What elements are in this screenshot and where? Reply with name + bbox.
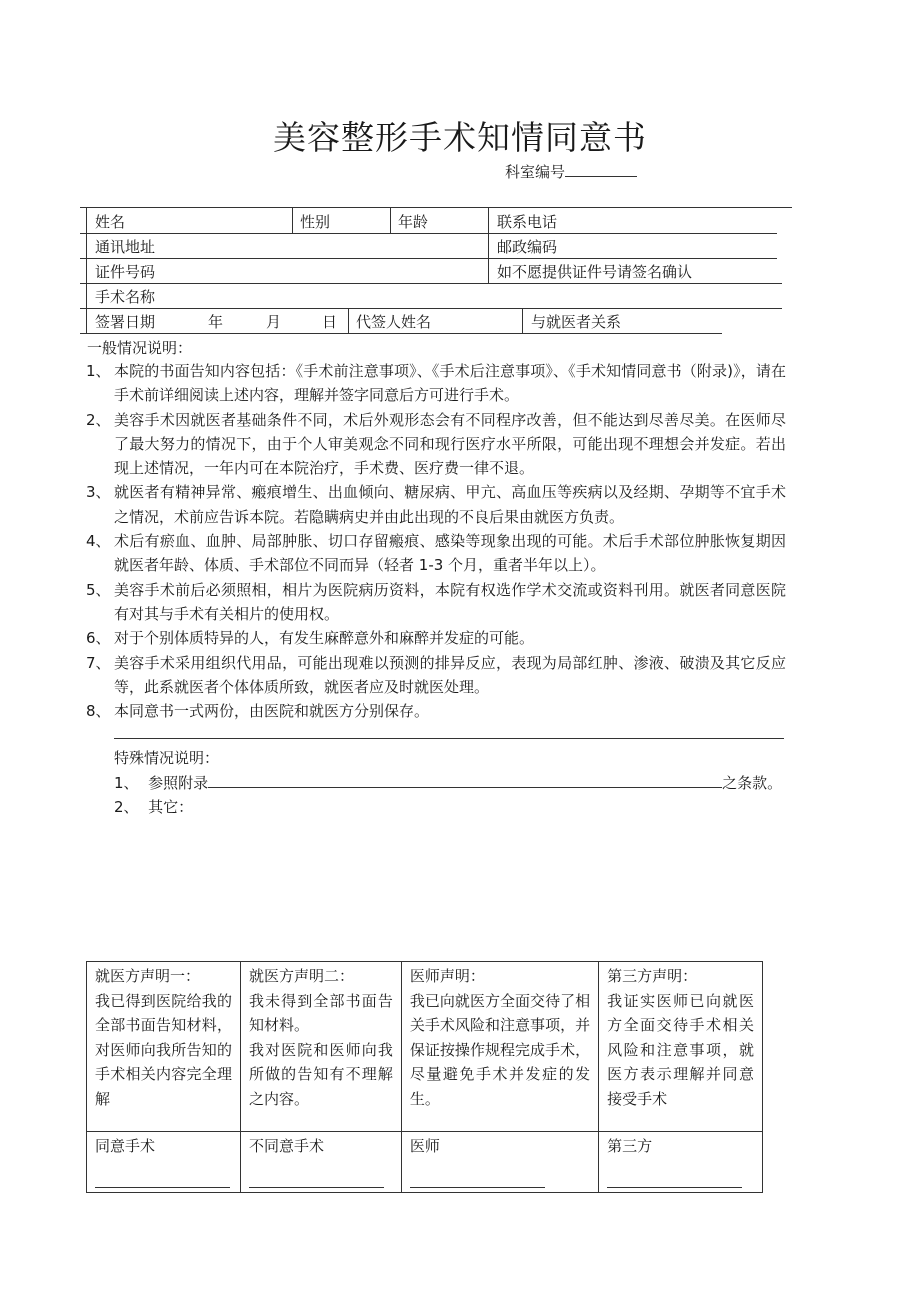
list-item: 6、 对于个别体质特异的人，有发生麻醉意外和麻醉并发症的可能。 bbox=[86, 629, 535, 648]
sign-date-label: 签署日期 bbox=[95, 313, 156, 331]
special-item-1-prefix: 参照附录 bbox=[148, 774, 209, 792]
declaration-heading: 就医方声明二： bbox=[248, 967, 354, 985]
dept-number-label: 科室编号 bbox=[505, 163, 566, 181]
name-label: 姓名 bbox=[95, 213, 126, 231]
special-heading: 特殊情况说明： bbox=[114, 749, 220, 767]
signature-cell-agree[interactable] bbox=[87, 1132, 241, 1193]
signature-cell-third-party[interactable] bbox=[599, 1132, 763, 1193]
declaration-heading: 医师声明： bbox=[409, 967, 485, 985]
gender-label: 性别 bbox=[300, 213, 331, 231]
signature-line[interactable] bbox=[410, 1187, 545, 1188]
signature-line[interactable] bbox=[249, 1187, 384, 1188]
dept-number-line bbox=[565, 162, 637, 177]
day-label: 日 bbox=[322, 313, 338, 331]
signature-label: 不同意手术 bbox=[248, 1137, 324, 1155]
address-label: 通讯地址 bbox=[95, 238, 156, 256]
postcode-label: 邮政编码 bbox=[497, 238, 558, 256]
special-item-2-text: 其它： bbox=[148, 798, 194, 816]
list-item: 1、 本院的书面告知内容包括：《手术前注意事项》、《手术后注意事项》、《手术知情同意书（附录)》，请在手术前详细阅读上述内容，理解并签字同意后方可进行手术。 bbox=[86, 362, 786, 405]
declaration-heading: 第三方声明： bbox=[607, 967, 698, 985]
special-item-2-num: 2、 bbox=[114, 798, 139, 816]
declaration-cell-patient-1 bbox=[87, 962, 241, 1132]
surgery-name-label: 手术名称 bbox=[95, 288, 156, 306]
list-item: 3、 就医者有精神异常、瘢痕增生、出血倾向、糖尿病、甲亢、高血压等疾病以及经期、孕期等不宜手术之情况，术前应告诉本院。若隐瞒病史并由此出现的不良后果由就医方负责。 bbox=[86, 483, 786, 526]
special-item-2 bbox=[114, 796, 193, 817]
signature-line[interactable] bbox=[607, 1187, 742, 1188]
list-item: 7、 美容手术采用组织代用品，可能出现难以预测的排异反应，表现为局部红肿、渗液、破溃及其它反应等，此系就医者个体体质所致，就医者应及时就医处理。 bbox=[86, 653, 786, 696]
declaration-body: 我未得到全部书面告知材料。 我对医院和医师向我所做的告知有不理解之内容。 bbox=[248, 991, 393, 1108]
dept-number-field[interactable] bbox=[505, 161, 637, 182]
declaration-cell-patient-2 bbox=[240, 962, 401, 1132]
signature-line[interactable] bbox=[95, 1187, 230, 1188]
proxy-name-label: 代签人姓名 bbox=[356, 313, 432, 331]
year-label: 年 bbox=[208, 313, 224, 331]
list-item: 2、 美容手术因就医者基础条件不同，术后外观形态会有不同程序改善，但不能达到尽善尽美。在医师尽了最大努力的情况下，由于个人审美观念不同和现行医疗水平所限，可能出现不理想会并发症。若出现上述情况，一年内可在本院治疗，手术费、医疗费一律不退。 bbox=[86, 410, 786, 478]
list-item: 8、 本同意书一式两份，由医院和就医方分别保存。 bbox=[86, 702, 430, 721]
general-intro-heading: 一般情况说明： bbox=[87, 339, 193, 357]
general-items-list bbox=[86, 359, 786, 723]
declaration-table bbox=[86, 961, 763, 1193]
section-divider bbox=[114, 738, 784, 739]
declaration-cell-doctor bbox=[401, 962, 598, 1132]
special-item-1-suffix: 之条款。 bbox=[722, 774, 783, 792]
document-title: 美容整形手术知情同意书 bbox=[273, 118, 647, 157]
signature-label: 第三方 bbox=[607, 1137, 653, 1155]
special-item-1[interactable] bbox=[114, 772, 782, 793]
declaration-body: 我已得到医院给我的全部书面告知材料，对医师向我所告知的手术相关内容完全理解 bbox=[95, 991, 232, 1108]
signature-cell-doctor[interactable] bbox=[401, 1132, 598, 1193]
signature-label: 医师 bbox=[409, 1137, 440, 1155]
signature-cell-disagree[interactable] bbox=[240, 1132, 401, 1193]
id-number-label: 证件号码 bbox=[95, 263, 156, 281]
list-item: 4、 术后有瘀血、血肿、局部肿胀、切口存留瘢痕、感染等现象出现的可能。术后手术部位肿胀恢复期因就医者年龄、体质、手术部位不同而异（轻者 1-3 个月，重者半年以上）。 bbox=[86, 532, 786, 575]
relation-label: 与就医者关系 bbox=[531, 313, 622, 331]
age-label: 年龄 bbox=[398, 213, 429, 231]
appendix-blank-line[interactable] bbox=[208, 773, 722, 788]
declaration-body: 我已向就医方全面交待了相关手术风险和注意事项，并保证按操作规程完成手术，尽量避免手术并发症的发生。 bbox=[409, 991, 591, 1108]
list-item: 5、 美容手术前后必须照相，相片为医院病历资料，本院有权选作学术交流或资料刊用。就医者同意医院有对其与手术有关相片的使用权。 bbox=[86, 580, 786, 623]
month-label: 月 bbox=[266, 313, 282, 331]
phone-label: 联系电话 bbox=[497, 213, 558, 231]
id-note-label: 如不愿提供证件号请签名确认 bbox=[497, 263, 693, 281]
special-item-1-num: 1、 bbox=[114, 774, 139, 792]
declaration-cell-third-party bbox=[599, 962, 763, 1132]
signature-label: 同意手术 bbox=[95, 1137, 156, 1155]
declaration-body: 我证实医师已向就医方全面交待手术相关风险和注意事项，就医方表示理解并同意接受手术 bbox=[607, 991, 754, 1108]
declaration-heading: 就医方声明一： bbox=[95, 967, 201, 985]
